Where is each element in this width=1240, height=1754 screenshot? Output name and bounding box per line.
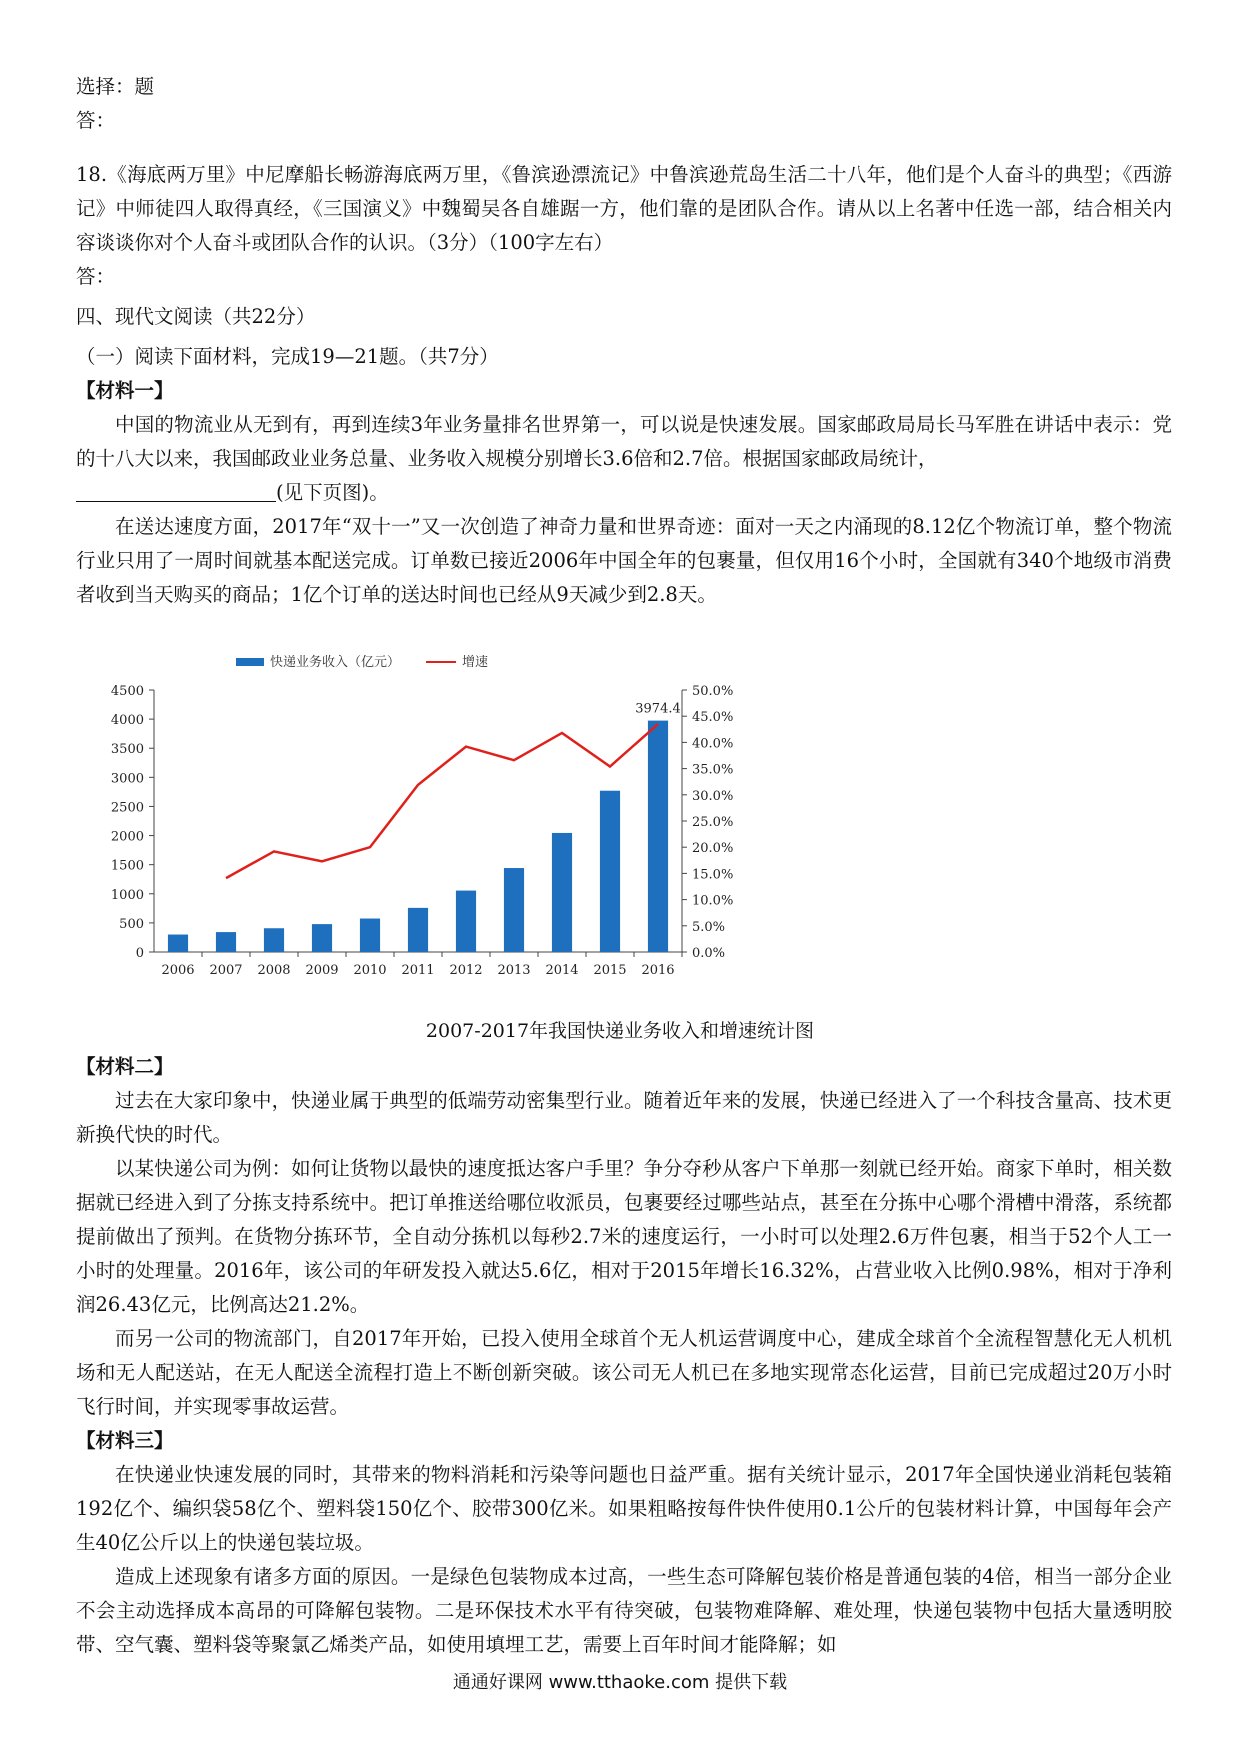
chart-legend <box>236 654 488 670</box>
revenue-bar <box>648 721 668 952</box>
question-18-answer: 答： <box>76 265 116 288</box>
y-left-tick-label: 0 <box>135 946 144 961</box>
material-1-heading: 【材料一】 <box>76 379 174 402</box>
y-left-tick-label: 1000 <box>110 887 144 903</box>
y-right-tick-label: 10.0% <box>692 893 734 909</box>
material-3-para-1: 在快递业快速发展的同时，其带来的物料消耗和污染等问题也日益严重。据有关统计显示，2017年全国快递业消耗包装箱192亿个、编织袋58亿个、塑料袋150亿个、胶带300亿米。如果粗略按每件快件使用0.1公斤的包装材料计算，中国每年会产生40亿公斤以上的快递包装垃圾。 <box>76 1463 1172 1554</box>
y-right-tick-label: 30.0% <box>692 788 734 804</box>
chart-growth-line <box>226 724 658 878</box>
y-left-tick-label: 2000 <box>110 829 144 845</box>
material-3-para-2: 造成上述现象有诸多方面的原因。一是绿色包装物成本过高，一些生态可降解包装价格是普通包装的4倍，相当一部分企业不会主动选择成本高昂的可降解包装物。二是环保技术水平有待突破，包装物难降解、难处理，快递包装物中包括大量透明胶带、空气囊、塑料袋等聚氯乙烯类产品，如使用填埋工艺，需要上百年时间才能降解；如 <box>76 1565 1172 1656</box>
revenue-bar <box>216 932 236 952</box>
revenue-bar <box>600 791 620 952</box>
y-right-tick-label: 35.0% <box>692 762 734 778</box>
material-3-heading: 【材料三】 <box>76 1429 174 1452</box>
legend-bar-label: 快递业务收入（亿元） <box>270 655 401 670</box>
chart-svg <box>76 640 1172 1040</box>
chart-bars <box>168 702 681 952</box>
x-tick-label: 2015 <box>593 963 627 978</box>
material-2-para-1: 过去在大家印象中，快递业属于典型的低端劳动密集型行业。随着近年来的发展，快递已经进入了一个科技含量高、技术更新换代快的时代。 <box>76 1089 1172 1146</box>
y-left-tick-label: 3000 <box>110 771 144 787</box>
x-tick-label: 2016 <box>641 963 675 978</box>
material-1-para-2: 在送达速度方面，2017年“双十一”又一次创造了神奇力量和世界奇迹：面对一天之内涌现的8.12亿个物流订单，整个物流行业只用了一周时间就基本配送完成。订单数已接近2006年中国全年的包裹量，但仅用16个小时，全国就有340个地级市消费者收到当天购买的商品；1亿个订单的送达时间也已经从9天减少到2.8天。 <box>76 515 1172 606</box>
section-heading: 四、现代文阅读（共22分） <box>76 305 316 328</box>
material-1-para-1 <box>76 408 1172 510</box>
answer-label: 答： <box>76 109 116 132</box>
revenue-bar <box>504 868 524 952</box>
question-18: 18.《海底两万里》中尼摩船长畅游海底两万里，《鲁滨逊漂流记》中鲁滨逊荒岛生活二十八年，他们是个人奋斗的典型；《西游记》中师徒四人取得真经，《三国演义》中魏蜀吴各自雄踞一方，他们靠的是团队合作。请从以上名著中任选一部，结合相关内容谈谈你对个人奋斗或团队合作的认识。（3分）（100字左右） <box>76 163 1172 254</box>
legend-bar-swatch <box>236 658 264 666</box>
x-tick-label: 2010 <box>353 963 387 978</box>
y-right-tick-label: 45.0% <box>692 710 734 726</box>
y-right-tick-label: 50.0% <box>692 684 734 699</box>
y-left-tick-label: 3500 <box>110 742 144 758</box>
x-tick-label: 2009 <box>305 963 339 978</box>
revenue-bar <box>408 908 428 952</box>
legend-line-label: 增速 <box>462 655 489 670</box>
document-body-continued <box>76 1050 1172 1662</box>
part-instructions: （一）阅读下面材料，完成19—21题。（共7分） <box>76 345 499 368</box>
x-tick-label: 2011 <box>401 963 435 978</box>
y-left-tick-label: 4000 <box>110 713 144 729</box>
chart-caption: 2007-2017年我国快递业务收入和增速统计图 <box>425 1020 815 1042</box>
y-left-tick-label: 2500 <box>110 800 144 816</box>
y-right-tick-label: 40.0% <box>692 736 734 752</box>
choice-line: 选择：题 <box>76 75 155 98</box>
x-tick-label: 2008 <box>257 963 291 978</box>
material-1-para-1-tail: (见下页图)。 <box>276 481 389 504</box>
material-2-heading: 【材料二】 <box>76 1055 174 1078</box>
bar-data-label: 3974.4 <box>635 701 681 717</box>
material-2-para-3: 而另一公司的物流部门，自2017年开始，已投入使用全球首个无人机运营调度中心，建成全球首个全流程智慧化无人机机场和无人配送站，在无人配送全流程打造上不断创新突破。该公司无人机已在多地实现常态化运营，目前已完成超过20万小时飞行时间，并实现零事故运营。 <box>76 1327 1172 1418</box>
y-right-tick-label: 0.0% <box>692 946 726 961</box>
x-tick-label: 2013 <box>497 963 531 978</box>
y-right-tick-label: 20.0% <box>692 841 734 857</box>
y-right-tick-label: 5.0% <box>692 919 726 935</box>
fill-blank <box>76 481 276 502</box>
revenue-bar <box>552 833 572 952</box>
x-tick-label: 2007 <box>209 963 243 978</box>
document-body <box>76 70 1172 612</box>
x-tick-label: 2012 <box>449 963 483 978</box>
y-left-tick-label: 1500 <box>110 858 144 874</box>
revenue-bar <box>312 924 332 952</box>
y-left-tick-label: 500 <box>119 916 144 932</box>
revenue-bar <box>360 919 380 952</box>
x-tick-label: 2006 <box>161 963 195 978</box>
revenue-bar <box>168 935 188 952</box>
growth-line <box>226 724 658 878</box>
y-right-tick-label: 15.0% <box>692 867 734 883</box>
y-right-tick-label: 25.0% <box>692 815 734 830</box>
y-left-tick-label: 4500 <box>110 684 144 699</box>
material-1-para-1-text: 中国的物流业从无到有，再到连续3年业务量排名世界第一，可以说是快速发展。国家邮政局局长马军胜在讲话中表示：党的十八大以来，我国邮政业业务总量、业务收入规模分别增长3.6倍和2.7倍。根据国家邮政局统计， <box>76 413 1172 470</box>
revenue-bar <box>456 891 476 952</box>
revenue-bar <box>264 928 284 952</box>
x-tick-label: 2014 <box>545 963 579 978</box>
material-2-para-2: 以某快递公司为例：如何让货物以最快的速度抵达客户手里？争分夺秒从客户下单那一刻就已经开始。商家下单时，相关数据就已经进入到了分拣支持系统中。把订单推送给哪位收派员，包裹要经过哪些站点，甚至在分拣中心哪个滑槽中滑落，系统都提前做出了预判。在货物分拣环节，全自动分拣机以每秒2.7米的速度运行，一小时可以处理2.6万件包裹，相当于52个人工一小时的处理量。2016年，该公司的年研发投入就达5.6亿，相对于2015年增长16.32%，占营业收入比例0.98%，相对于净利润26.43亿元，比例高达21.2%。 <box>76 1157 1172 1316</box>
express-revenue-chart <box>76 640 1172 1040</box>
page-footer: 通通好课网 www.tthaoke.com 提供下载 <box>452 1672 788 1693</box>
